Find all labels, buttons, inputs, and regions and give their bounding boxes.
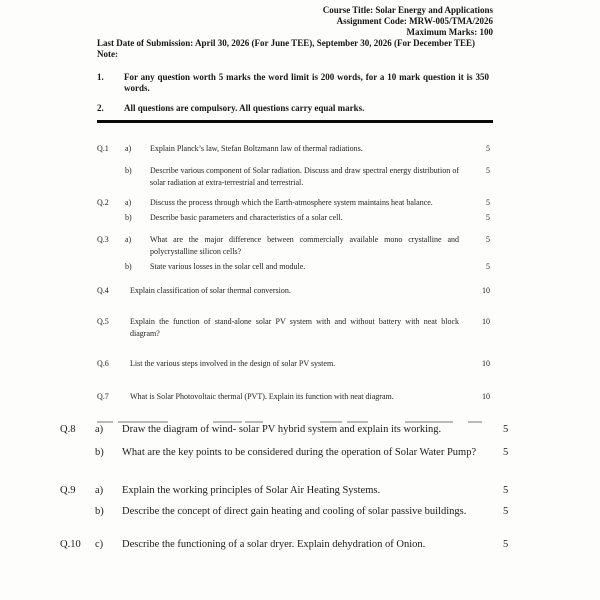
question-row-q8b — [60, 445, 540, 460]
question-row-q7 — [97, 391, 493, 403]
question-row-q4 — [97, 285, 493, 297]
question-part: c) — [95, 539, 104, 550]
question-text: What are the major difference between commercially available mono crystalline and polycrystalline silicon cells? — [150, 235, 459, 256]
question-text: Explain the function of stand-alone solar PV system with and without battery with neat block diagram? — [130, 317, 459, 338]
question-marks: 5 — [486, 144, 490, 153]
question-row-q2b — [97, 212, 493, 224]
question-number — [60, 504, 95, 519]
question-part: b) — [95, 506, 104, 517]
question-part: a) — [125, 235, 132, 244]
question-text: Draw the diagram of wind- solar PV hybrid system and explain its working. — [122, 424, 442, 435]
question-marks: 5 — [503, 539, 509, 550]
document-header-column — [97, 5, 493, 403]
question-marks: 5 — [486, 198, 490, 207]
question-marks: 5 — [486, 213, 490, 222]
question-text: What is Solar Photovoltaic thermal (PVT). Explain its function with neat diagram. — [130, 392, 394, 401]
question-number: Q.10 — [60, 539, 81, 550]
question-text: Describe the functioning of a solar dryer. Explain dehydration of Onion. — [122, 539, 426, 550]
question-number — [60, 445, 95, 460]
question-text: Explain classification of solar thermal conversion. — [130, 286, 291, 295]
question-text: List the various steps involved in the design of solar PV system. — [130, 359, 336, 368]
question-number: Q.8 — [60, 424, 76, 435]
question-marks: 5 — [486, 262, 490, 271]
question-marks: 5 — [486, 166, 490, 175]
question-number: Q.9 — [60, 485, 76, 496]
divider-rule — [97, 120, 493, 123]
question-number: Q.6 — [97, 359, 109, 368]
question-text: Describe basic parameters and characteristics of a solar cell. — [150, 213, 343, 222]
question-number: Q.1 — [97, 144, 109, 153]
question-text: Discuss the process through which the Earth-atmosphere system maintains heat balance. — [150, 198, 433, 207]
question-number — [97, 165, 125, 189]
question-part: a) — [125, 144, 132, 153]
question-marks: 5 — [503, 485, 509, 496]
question-row-q9b — [60, 504, 540, 519]
question-part: b) — [125, 262, 132, 271]
question-part: b) — [125, 213, 132, 222]
lower-questions-column — [60, 422, 540, 552]
question-row-q9a — [60, 483, 540, 498]
question-row-q3b — [97, 261, 493, 273]
question-text: What are the key points to be considered during the operation of Solar Water Pump? — [122, 447, 477, 458]
question-number: Q.4 — [97, 286, 109, 295]
question-text: Describe various component of Solar radiation. Discuss and draw spectral energy distribution of solar radiation at extra-terrestrial and terrestrial. — [150, 166, 459, 187]
question-row-q2a — [97, 197, 493, 209]
note-item-2 — [97, 103, 493, 114]
question-number — [97, 212, 125, 224]
note-text: For any question worth 5 marks the word limit is 200 words, for a 10 mark question it is 350 words. — [124, 72, 489, 93]
assignment-code: Assignment Code: MRW-005/TMA/2026 — [336, 16, 493, 26]
scan-artifact-dashes — [0, 421, 600, 425]
note-item-1 — [97, 72, 493, 94]
question-row-q10c — [60, 537, 540, 552]
question-number — [97, 261, 125, 273]
question-row-q1a — [97, 143, 493, 155]
last-date-of-submission: Last Date of Submission: April 30, 2026 (For June TEE), September 30, 2026 (For December TEE) — [97, 38, 475, 48]
question-text: Explain Planck’s law, Stefan Boltzmann law of thermal radiations. — [150, 144, 363, 153]
question-part: a) — [125, 198, 132, 207]
question-part: a) — [95, 485, 104, 496]
question-marks: 5 — [503, 424, 509, 435]
question-marks: 10 — [482, 359, 490, 368]
note-label: Note: — [97, 49, 118, 59]
question-part: b) — [95, 447, 104, 458]
question-number: Q.3 — [97, 235, 109, 244]
question-number: Q.2 — [97, 198, 109, 207]
question-number: Q.7 — [97, 392, 109, 401]
note-text: All questions are compulsory. All questions carry equal marks. — [124, 103, 365, 113]
question-row-q3a — [97, 234, 493, 258]
question-marks: 5 — [503, 447, 509, 458]
question-marks: 10 — [482, 317, 490, 326]
maximum-marks: Maximum Marks: 100 — [406, 27, 493, 37]
question-text: State various losses in the solar cell and module. — [150, 262, 306, 271]
question-marks: 5 — [503, 506, 509, 517]
question-part: a) — [95, 424, 104, 435]
course-title: Course Title: Solar Energy and Applications — [322, 5, 493, 15]
note-number: 2. — [97, 103, 104, 113]
question-text: Explain the working principles of Solar Air Heating Systems. — [122, 485, 381, 496]
question-part: b) — [125, 166, 132, 175]
question-marks: 10 — [482, 286, 490, 295]
question-text: Describe the concept of direct gain heating and cooling of solar passive buildings. — [122, 506, 467, 517]
question-row-q1b — [97, 165, 493, 189]
question-marks: 5 — [486, 235, 490, 244]
note-number: 1. — [97, 72, 104, 82]
question-number: Q.5 — [97, 317, 109, 326]
question-marks: 10 — [482, 392, 490, 401]
question-row-q6 — [97, 358, 493, 370]
question-row-q5 — [97, 316, 493, 340]
